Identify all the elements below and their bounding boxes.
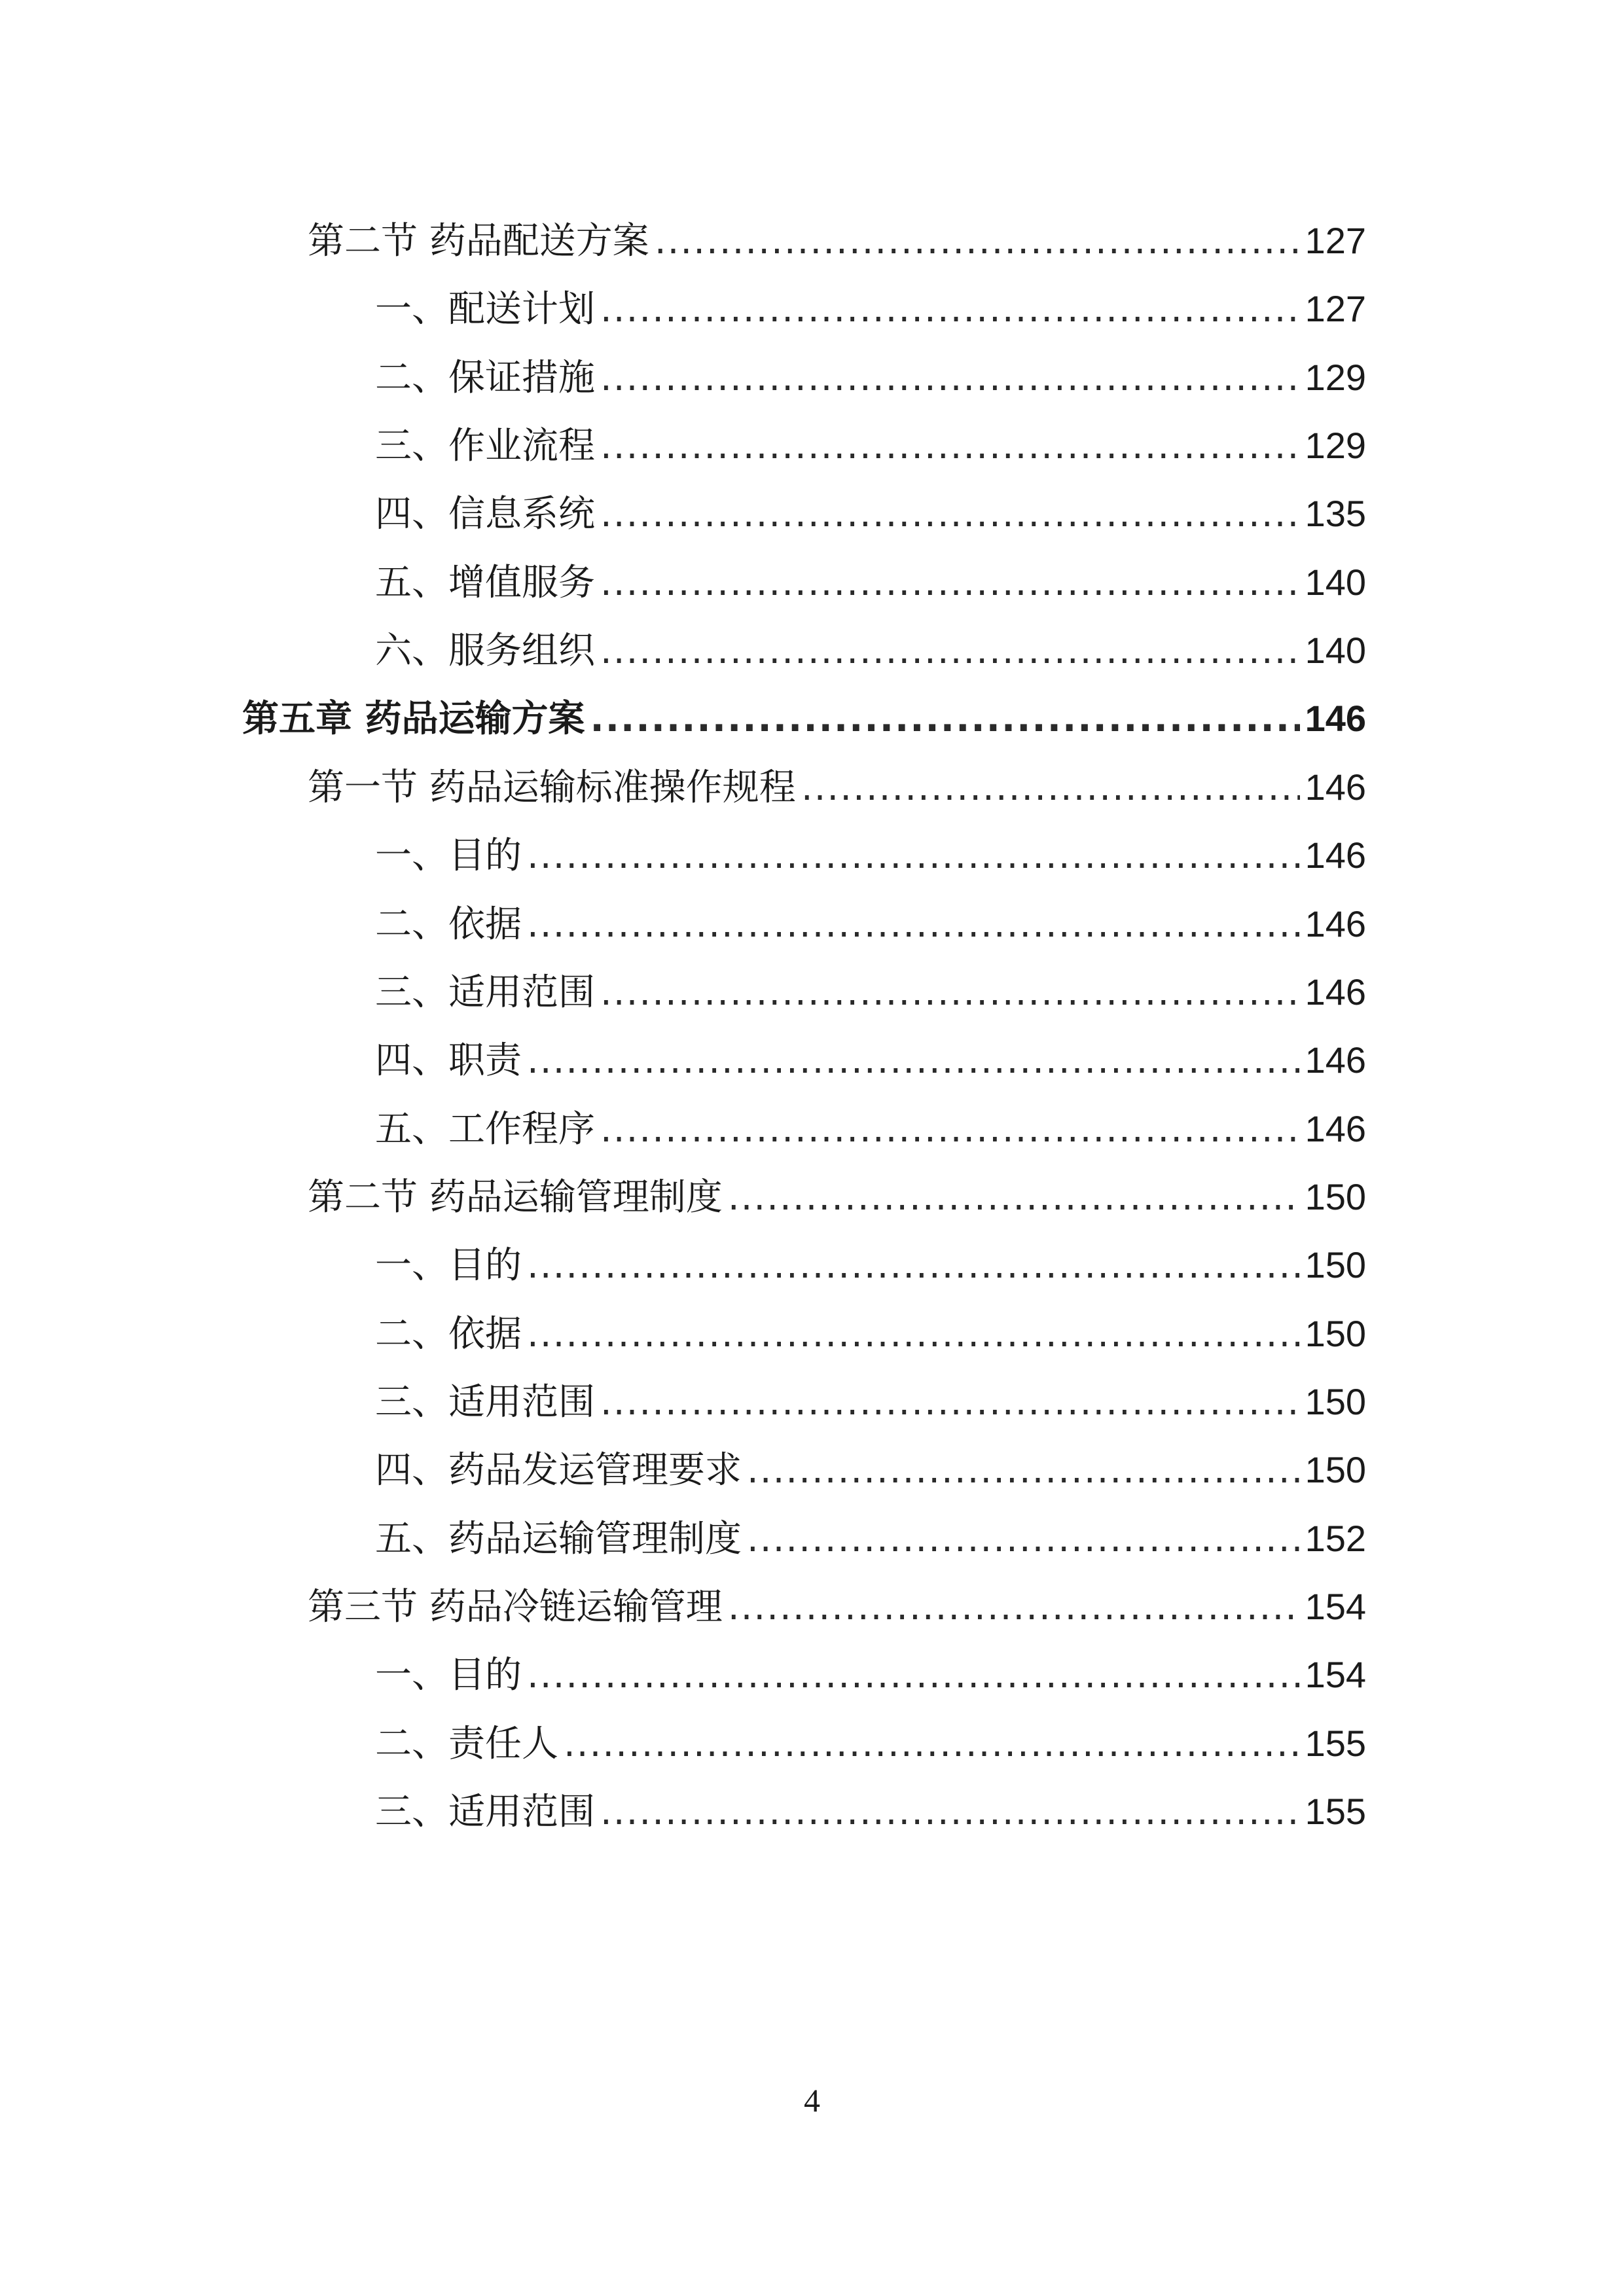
dot-leader [728,1165,1300,1230]
dot-leader [600,277,1300,342]
toc-item-entry[interactable] [375,1369,1366,1435]
toc-entry-page: 150 [1305,1380,1366,1422]
toc-entry-label: 六、服务组织 [375,630,595,673]
toc-section-entry[interactable] [308,1164,1366,1230]
dot-leader [801,755,1300,821]
toc-chapter-entry[interactable] [242,686,1366,751]
dot-leader [747,1438,1300,1503]
toc-item-entry[interactable] [375,1642,1366,1708]
dot-leader [600,619,1300,684]
dot-leader [728,1575,1300,1640]
toc-entry-label: 五、增值服务 [375,561,595,604]
toc-item-entry[interactable] [375,481,1366,547]
toc-section-entry[interactable] [308,755,1366,820]
dot-leader [600,346,1300,411]
toc-entry-page: 150 [1305,1449,1366,1491]
toc-entry-label: 一、目的 [375,1654,522,1697]
toc-entry-label: 第二节 药品配送方案 [308,220,649,262]
toc-entry-page: 146 [1305,903,1366,944]
dot-leader [655,209,1300,274]
toc-entry-page: 129 [1305,425,1366,467]
dot-leader [600,482,1300,547]
toc-item-entry[interactable] [375,1779,1366,1844]
toc-entry-page: 154 [1305,1654,1366,1696]
toc-entry-label: 第五章 药品运输方案 [242,698,585,741]
dot-leader [600,414,1300,479]
toc-entry-label: 二、依据 [375,903,522,946]
toc-item-entry[interactable] [375,413,1366,478]
toc-entry-page: 135 [1305,493,1366,535]
toc-entry-label: 三、作业流程 [375,425,595,468]
toc-entry-page: 146 [1305,834,1366,876]
toc-item-entry[interactable] [375,891,1366,957]
toc-entry-label: 四、药品发运管理要求 [375,1449,742,1492]
toc-entry-page: 146 [1305,971,1366,1013]
toc-entry-label: 二、责任人 [375,1722,558,1765]
toc-item-entry[interactable] [375,1301,1366,1367]
dot-leader [527,1233,1300,1299]
toc-entry-page: 146 [1305,1039,1366,1081]
toc-entry-label: 三、适用范围 [375,971,595,1014]
toc-entry-page: 155 [1305,1791,1366,1833]
toc-entry-label: 一、配送计划 [375,288,595,331]
toc-entry-page: 140 [1305,630,1366,672]
dot-leader [527,892,1300,958]
dot-leader [527,1643,1300,1708]
toc-item-entry[interactable] [375,1437,1366,1503]
toc-entry-page: 140 [1305,561,1366,603]
toc-entry-label: 五、药品运输管理制度 [375,1517,742,1560]
toc-entry-page: 146 [1305,698,1366,740]
toc-entry-label: 第一节 药品运输标准操作规程 [308,766,796,809]
toc-section-entry[interactable] [308,208,1366,274]
toc-item-entry[interactable] [375,550,1366,615]
toc-item-entry[interactable] [375,960,1366,1025]
toc-item-entry[interactable] [375,618,1366,683]
toc-entry-page: 150 [1305,1312,1366,1354]
toc-entry-label: 四、信息系统 [375,493,595,536]
dot-leader [527,823,1300,889]
toc-item-entry[interactable] [375,1096,1366,1162]
toc-entry-page: 146 [1305,1107,1366,1149]
dot-leader [600,550,1300,616]
toc-entry-label: 三、适用范围 [375,1791,595,1834]
toc-entry-page: 146 [1305,766,1366,808]
dot-leader [527,1028,1300,1094]
toc-item-entry[interactable] [375,1506,1366,1571]
toc-entry-label: 二、依据 [375,1312,522,1355]
dot-leader [564,1712,1300,1777]
toc-item-entry[interactable] [375,823,1366,888]
dot-leader [527,1302,1300,1367]
toc-section-entry[interactable] [308,1574,1366,1640]
toc-item-entry[interactable] [375,1232,1366,1298]
page-number: 4 [804,2082,820,2119]
toc-item-entry[interactable] [375,1711,1366,1776]
toc-entry-label: 五、工作程序 [375,1107,595,1151]
dot-leader [590,687,1300,752]
toc-entry-label: 第三节 药品冷链运输管理 [308,1586,723,1628]
toc-entry-label: 三、适用范围 [375,1380,595,1424]
toc-entry-page: 129 [1305,356,1366,398]
toc-entry-page: 152 [1305,1517,1366,1559]
toc-entry-page: 150 [1305,1175,1366,1217]
toc-item-entry[interactable] [375,1028,1366,1093]
toc-entry-label: 一、目的 [375,1244,522,1287]
toc-entry-page: 155 [1305,1722,1366,1764]
toc-entry-page: 154 [1305,1586,1366,1627]
dot-leader [747,1507,1300,1572]
toc-entry-label: 四、职责 [375,1039,522,1083]
toc-item-entry[interactable] [375,276,1366,342]
toc-entry-page: 150 [1305,1244,1366,1286]
toc-entry-page: 127 [1305,288,1366,330]
dot-leader [600,1097,1300,1162]
toc-entry-label: 一、目的 [375,834,522,878]
dot-leader [600,1780,1300,1845]
dot-leader [600,960,1300,1026]
toc-entry-page: 127 [1305,220,1366,261]
dot-leader [600,1370,1300,1435]
toc-entry-label: 二、保证措施 [375,356,595,399]
toc-item-entry[interactable] [375,345,1366,410]
toc-entry-label: 第二节 药品运输管理制度 [308,1175,723,1219]
